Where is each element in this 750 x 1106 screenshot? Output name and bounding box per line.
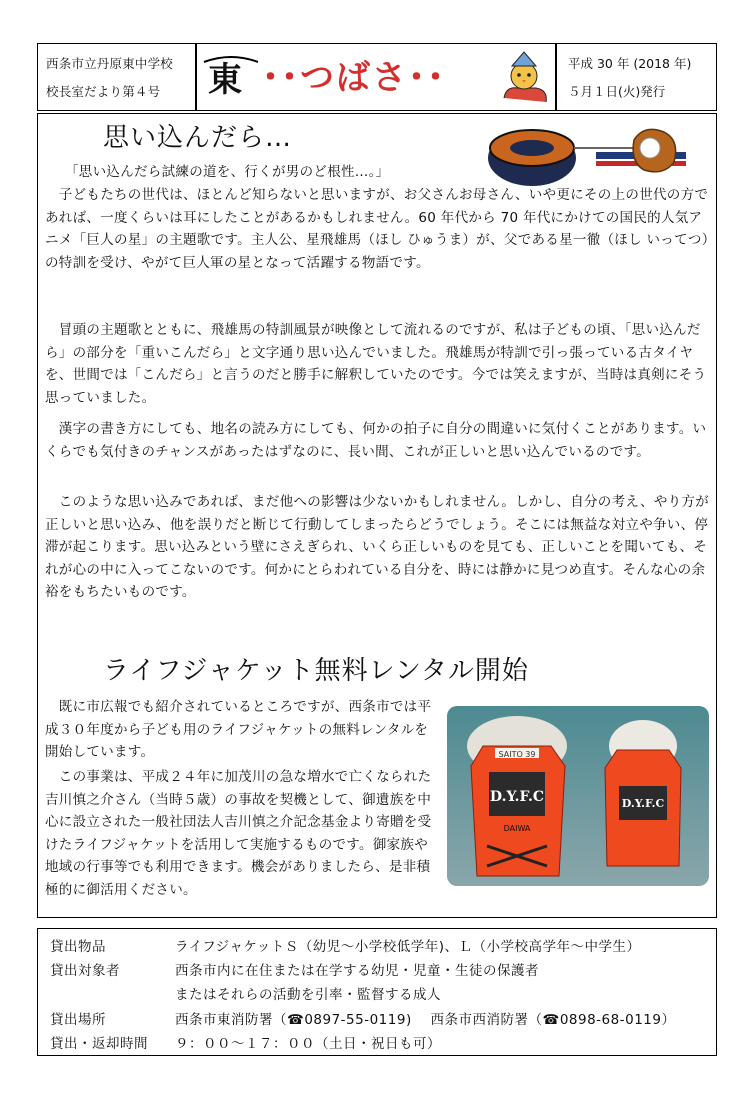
table-row-value: 西条市内に在住または在学する幼児・児童・生徒の保護者 xyxy=(175,963,539,979)
table-row-value: ９：００～１７：００（土日・祝日も可） xyxy=(175,1036,441,1052)
newsletter-number: 校長室だより第４号 xyxy=(46,84,161,99)
table-row-value: 西条市東消防署（☎0897-55-0119) 西条市西消防署（☎0898-68-0119） xyxy=(175,1012,676,1028)
section1-quote: 「思い込んだら試練の道を、行くが男のど根性…。」 xyxy=(65,164,390,180)
jacket-name-tag: SAITO 39 xyxy=(498,750,536,759)
life-jacket-photo xyxy=(447,706,709,886)
section1-title: 思い込んだら… xyxy=(103,123,293,153)
section2-paragraph: この事業は、平成２４年に加茂川の急な増水で亡くなられた吉川慎之介さん（当時５歳）の事故を契機として、御遺族を中心に設立された一般社団法人吉川慎之介記念基金より寄贈を受けたライフジャケットを活用して実施するものです。御家族や地域の行事等でも利用できます。機会がありましたら、是非積極的に御活用ください。 xyxy=(45,769,432,898)
section2-title: ライフジャケット無料レンタル開始 xyxy=(103,656,529,686)
issue-date: ５月１日(火)発行 xyxy=(568,84,666,99)
logo-char: 東 xyxy=(208,60,242,100)
issue-year: 平成 30 年 (2018 年) xyxy=(568,56,692,71)
jacket-logo: D.Y.F.C xyxy=(489,789,545,805)
header-school-box xyxy=(37,43,197,111)
rental-info-table xyxy=(37,928,717,1056)
table-row-value: ライフジャケットＳ（幼児～小学校低学年)、Ｌ（小学校高学年～中学生） xyxy=(175,939,641,955)
table-row-label: 貸出・返却時間 xyxy=(50,1036,148,1052)
section1-paragraph: 子どもたちの世代は、ほとんど知らないと思いますが、お父さんお母さん、いや更にその上の世代の方であれば、一度くらいは耳にしたことがあるかもしれません。60 年代から 70 年代にかけての国民的人気アニメ「巨人の星」の主題歌です。主人公、星飛雄馬（ほし ひゅうま）が、父である星一徹（ほし いってつ）の特訓を受け、やがて巨人軍の星となって活躍する物語です。 xyxy=(45,187,709,271)
newsletter-title: ･･つばさ･･ xyxy=(262,58,446,98)
section2-paragraph: 既に市広報でも紹介されているところですが、西条市では平成３０年度から子ども用のライフジャケットの無料レンタルを開始しています。 xyxy=(45,699,432,760)
jacket-logo: D.Y.F.C xyxy=(621,797,665,810)
section1-paragraph: 冒頭の主題歌とともに、飛雄馬の特訓風景が映像として流れるのですが、私は子どもの頃、「思い込んだら」の部分を「重いこんだら」と文字通り思い込んでいました。飛雄馬が特訓で引っ張っている古タイヤを、世間では「こんだら」と言うのだと勝手に解釈していたのです。今では笑えますが、当時は真剣にそう思っていました。 xyxy=(45,322,707,406)
jacket-brand: DAIWA xyxy=(503,824,531,833)
school-name: 西条市立丹原東中学校 xyxy=(46,56,174,71)
table-row-label: 貸出対象者 xyxy=(50,963,120,979)
table-row-label: 貸出場所 xyxy=(50,1012,106,1028)
header-date-box xyxy=(555,43,717,111)
section1-paragraph: 漢字の書き方にしても、地名の読み方にしても、何かの拍子に自分の間違いに気付くことがあります。いくらでも気付きのチャンスがあったはずなのに、長い間、これが正しいと思い込んでいるのです。 xyxy=(45,421,707,460)
mascot-bird-icon xyxy=(496,46,552,108)
table-row-label: 貸出物品 xyxy=(50,939,106,955)
table-row-value: またはそれらの活動を引率・監督する成人 xyxy=(175,987,441,1003)
section1-paragraph: このような思い込みであれば、まだ他への影響は少ないかもしれません。しかし、自分の考え、やり方が正しいと思い込み、他を誤りだと断じて行動してしまったらどうでしょう。そこには無益な対立や争い、停滞が起こります。思い込みという壁にさえぎられ、いくら正しいものを見ても、正しいことを聞いても、それが心の中に入ってこないのです。何かにとらわれている自分を、時には静かに見つめ直す。そんな心の余裕をもちたいものです。 xyxy=(45,494,710,600)
